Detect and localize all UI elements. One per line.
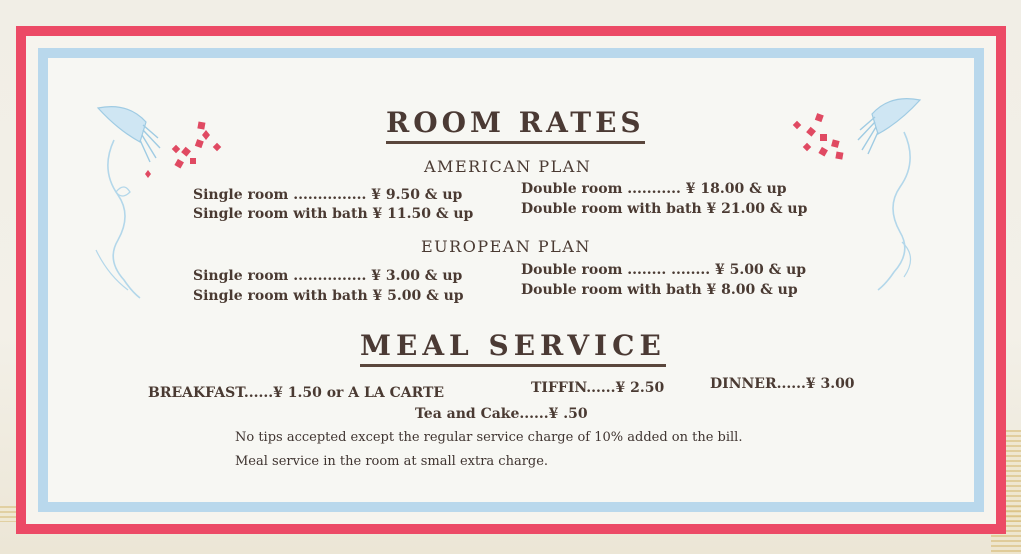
european-double-room-bath: Double room with bath ¥ 8.00 & up (521, 282, 798, 298)
american-single-room-bath: Single room with bath ¥ 11.50 & up (193, 206, 474, 222)
meal-service-heading: MEAL SERVICE (360, 332, 666, 367)
dinner-price: DINNER......¥ 3.00 (710, 376, 855, 392)
tiffin-price: TIFFIN......¥ 2.50 (531, 380, 665, 396)
room-rates-heading: ROOM RATES (386, 109, 645, 144)
european-single-room-bath: Single room with bath ¥ 5.00 & up (193, 288, 464, 304)
american-double-room-bath: Double room with bath ¥ 21.00 & up (521, 201, 808, 217)
american-single-room: Single room ............... ¥ 9.50 & up (193, 187, 463, 203)
european-single-room: Single room ............... ¥ 3.00 & up (193, 268, 463, 284)
breakfast-price: BREAKFAST......¥ 1.50 or A LA CARTE (148, 385, 445, 401)
european-plan-heading: EUROPEAN PLAN (421, 237, 591, 256)
american-plan-heading: AMERICAN PLAN (424, 157, 592, 176)
service-charge-note: No tips accepted except the regular service charge of 10% added on the bill. (235, 430, 743, 445)
european-double-room: Double room ........ ........ ¥ 5.00 & up (521, 262, 807, 278)
tea-and-cake-price: Tea and Cake......¥ .50 (415, 406, 588, 422)
room-service-note: Meal service in the room at small extra charge. (235, 454, 549, 469)
american-double-room: Double room ........... ¥ 18.00 & up (521, 181, 787, 197)
